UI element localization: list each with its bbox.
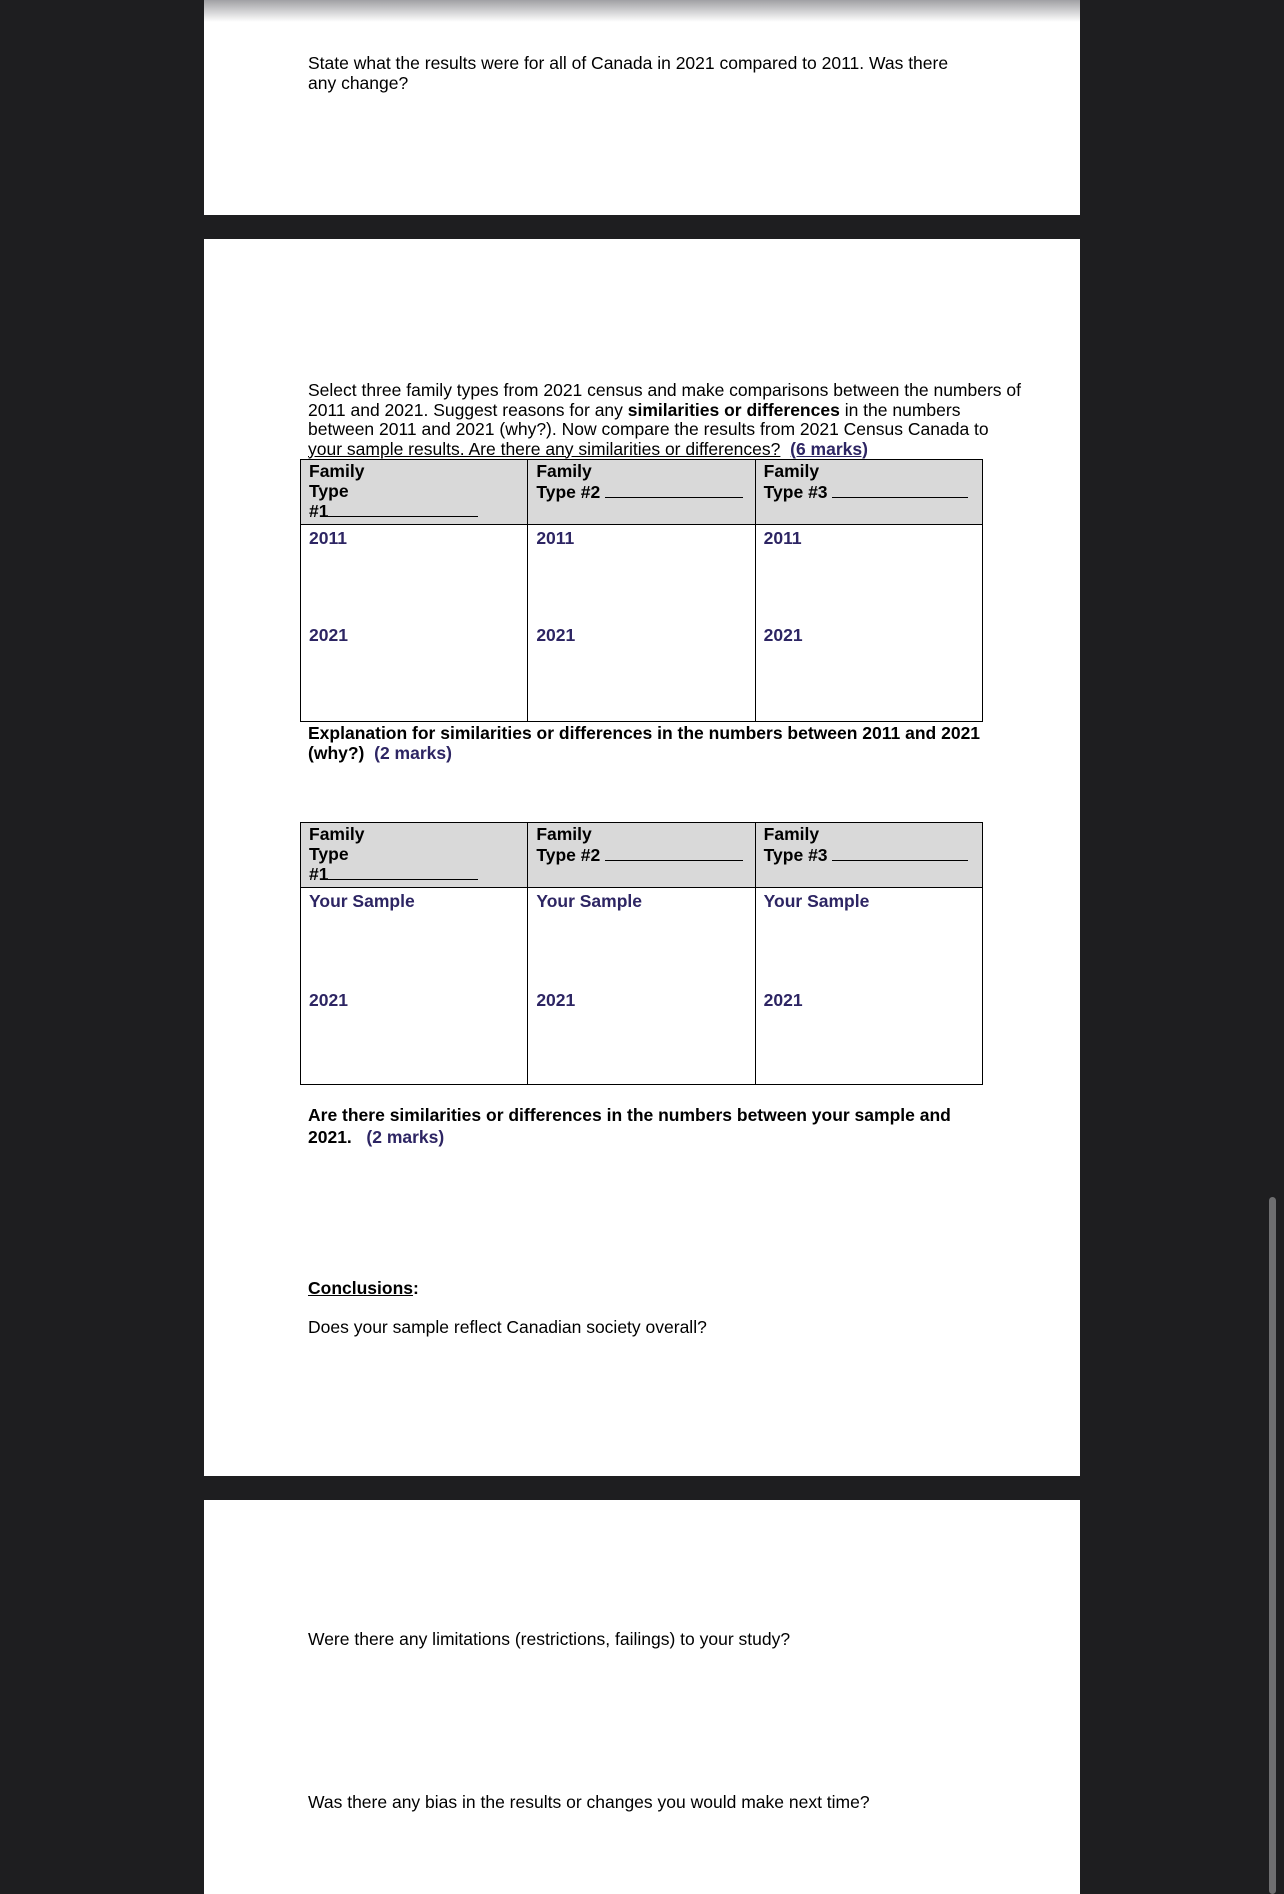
toolbar-shadow	[204, 0, 1080, 22]
blank-line[interactable]	[328, 864, 478, 880]
sample-1-cell[interactable]: Your Sample 2021	[301, 887, 528, 1084]
blank-line[interactable]	[605, 845, 743, 861]
blank-line[interactable]	[832, 845, 968, 861]
family-type-2-header[interactable]: Family Type #2	[528, 460, 755, 525]
table-row	[301, 524, 983, 721]
census-comparison-table	[300, 459, 983, 722]
family-type-1-header[interactable]: Family Type #1	[301, 823, 528, 888]
family-type-3-cell[interactable]: 2011 2021	[755, 524, 982, 721]
explanation-prompt: Explanation for similarities or differences in the numbers between 2011 and 2021 (why?) (2 marks)	[308, 723, 981, 763]
bias-question: Was there any bias in the results or changes you would make next time?	[308, 1792, 870, 1812]
page-1	[204, 0, 1080, 215]
limitations-question: Were there any limitations (restrictions, failings) to your study?	[308, 1629, 791, 1649]
sample-comparison-prompt: Are there similarities or differences in the numbers between your sample and 2021. (2 marks)	[308, 1105, 951, 1147]
conclusions-heading: Conclusions:	[308, 1278, 419, 1298]
table-header-row	[301, 823, 983, 888]
blank-line[interactable]	[605, 482, 743, 498]
family-type-3-header[interactable]: Family Type #3	[755, 460, 982, 525]
table-row	[301, 887, 983, 1084]
family-type-1-cell[interactable]: 2011 2021	[301, 524, 528, 721]
family-type-1-header[interactable]: Family Type #1	[301, 460, 528, 525]
conclusions-question: Does your sample reflect Canadian society overall?	[308, 1317, 707, 1337]
sample-comparison-table	[300, 822, 983, 1085]
table-header-row	[301, 460, 983, 525]
canada-results-question: State what the results were for all of Canada in 2021 compared to 2011. Was there any change?	[308, 53, 949, 93]
sample-2-cell[interactable]: Your Sample 2021	[528, 887, 755, 1084]
comparison-instructions: Select three family types from 2021 census and make comparisons between the numbers of 2011 and 2021. Suggest reasons for any similarities or differences in the numbers between 2011 and 2021 (why?). Now compare the results from 2021 Census Canada to your sample results. Are there any similarities or differences? (6 marks)	[308, 380, 1022, 459]
page-3	[204, 1500, 1080, 1894]
blank-line[interactable]	[832, 482, 968, 498]
blank-line[interactable]	[328, 501, 478, 517]
family-type-3-header[interactable]: Family Type #3	[755, 823, 982, 888]
family-type-2-header[interactable]: Family Type #2	[528, 823, 755, 888]
family-type-2-cell[interactable]: 2011 2021	[528, 524, 755, 721]
sample-3-cell[interactable]: Your Sample 2021	[755, 887, 982, 1084]
vertical-scrollbar[interactable]	[1269, 1197, 1276, 1894]
page-2	[204, 239, 1080, 1476]
